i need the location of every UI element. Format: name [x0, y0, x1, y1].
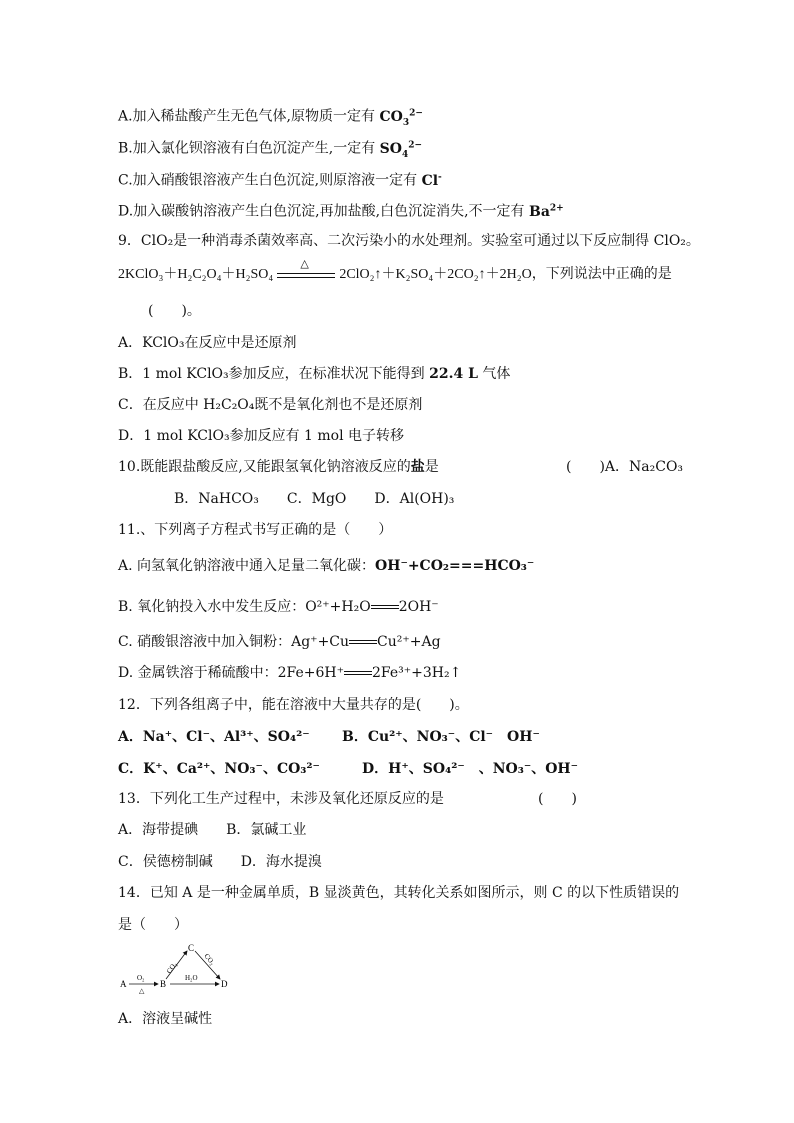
option-8b: B.加入氯化钡溶液有白色沉淀产生,一定有 $SO_4^{2-}$: [118, 140, 423, 160]
question-10-stem: 10.既能跟盐酸反应,又能跟氢氧化钠溶液反应的盐是: [118, 459, 439, 475]
question-9-equation: 2KClO₃＋H₂C₂O₄＋H₂SO₄ △ 2ClO₂↑＋K₂SO₄＋2CO₂↑＋2H₂O，下列说法中正确的是: [118, 257, 672, 282]
question-13-paren: ( ): [538, 791, 577, 807]
option-11b: B. 氧化钠投入水中发生反应：O²⁺+H₂O 2OH⁻: [118, 599, 439, 615]
node-a: A: [120, 979, 127, 989]
option-9b: B．1 mol KClO₃参加反应，在标准状况下能得到 22.4 L 气体: [118, 366, 511, 382]
label-co2-bc: CO₂: [165, 960, 179, 976]
option-11d: D. 金属铁溶于稀硫酸中：2Fe+6H⁺ 2Fe³⁺+3H₂↑: [118, 665, 462, 681]
option-9d: D．1 mol KClO₃参加反应有 1 mol 电子转移: [118, 428, 405, 444]
label-co2-cd: CO₂: [202, 952, 217, 967]
options-13-cd: C．侯德榜制碱 D．海水提溴: [118, 854, 322, 870]
conversion-diagram: [118, 940, 238, 995]
option-9c: C．在反应中 H₂C₂O₄既不是氧化剂也不是还原剂: [118, 397, 423, 413]
option-8d: D.加入碳酸钠溶液产生白色沉淀,再加盐酸,白色沉淀消失,不一定有 $Ba^{2+}$: [118, 203, 564, 220]
option-12d: D．H⁺、SO₄²⁻ 、NO₃⁻、OH⁻: [362, 761, 579, 777]
question-14-stem-cont: 是（ ）: [118, 917, 188, 933]
node-d: D: [221, 979, 228, 989]
option-8c: C.加入硝酸银溶液产生白色沉淀,则原溶液一定有 Cl-: [118, 172, 442, 189]
node-b: B: [160, 979, 167, 989]
question-14-stem: 14．已知 A 是一种金属单质，B 显淡黄色，其转化关系如图所示，则 C 的以下性质错误的: [118, 885, 680, 901]
question-11-stem: 11.、下列离子方程式书写正确的是（ ）: [118, 522, 393, 538]
question-10-paren: ( )A．Na₂CO₃: [566, 459, 684, 475]
option-11a: A. 向氢氧化钠溶液中通入足量二氧化碳：OH⁻+CO₂===HCO₃⁻: [118, 558, 535, 574]
label-h2o: H₂O: [185, 974, 198, 982]
question-9-paren: ( )。: [148, 303, 201, 319]
options-13-ab: A．海带提碘 B．氯碱工业: [118, 822, 307, 838]
option-9a: A．KClO₃在反应中是还原剂: [118, 335, 297, 351]
question-10-options: B．NaHCO₃ C．MgO D．Al(OH)₃: [174, 491, 455, 507]
question-9-stem: 9．ClO₂是一种消毒杀菌效率高、二次污染小的水处理剂。实验室可通过以下反应制得 ClO₂。: [118, 233, 700, 249]
question-13-stem: 13．下列化工生产过程中，未涉及氧化还原反应的是: [118, 791, 444, 807]
label-o2: O₂: [137, 974, 145, 982]
option-8a: A.加入稀盐酸产生无色气体,原物质一定有 $CO_3^{2-}$: [118, 108, 423, 128]
node-c: C: [188, 943, 195, 953]
option-12b: B．Cu²⁺、NO₃⁻、Cl⁻ OH⁻: [342, 729, 540, 745]
question-12-stem: 12．下列各组离子中，能在溶液中大量共存的是( )。: [118, 697, 469, 713]
option-14a: A．溶液呈碱性: [118, 1011, 213, 1027]
option-12c: C．K⁺、Ca²⁺、NO₃⁻、CO₃²⁻: [118, 761, 320, 777]
option-12a: A．Na⁺、Cl⁻、Al³⁺、SO₄²⁻: [118, 729, 310, 745]
label-heat: △: [139, 987, 145, 995]
option-11c: C. 硝酸银溶液中加入铜粉：Ag⁺+Cu Cu²⁺+Ag: [118, 634, 441, 650]
